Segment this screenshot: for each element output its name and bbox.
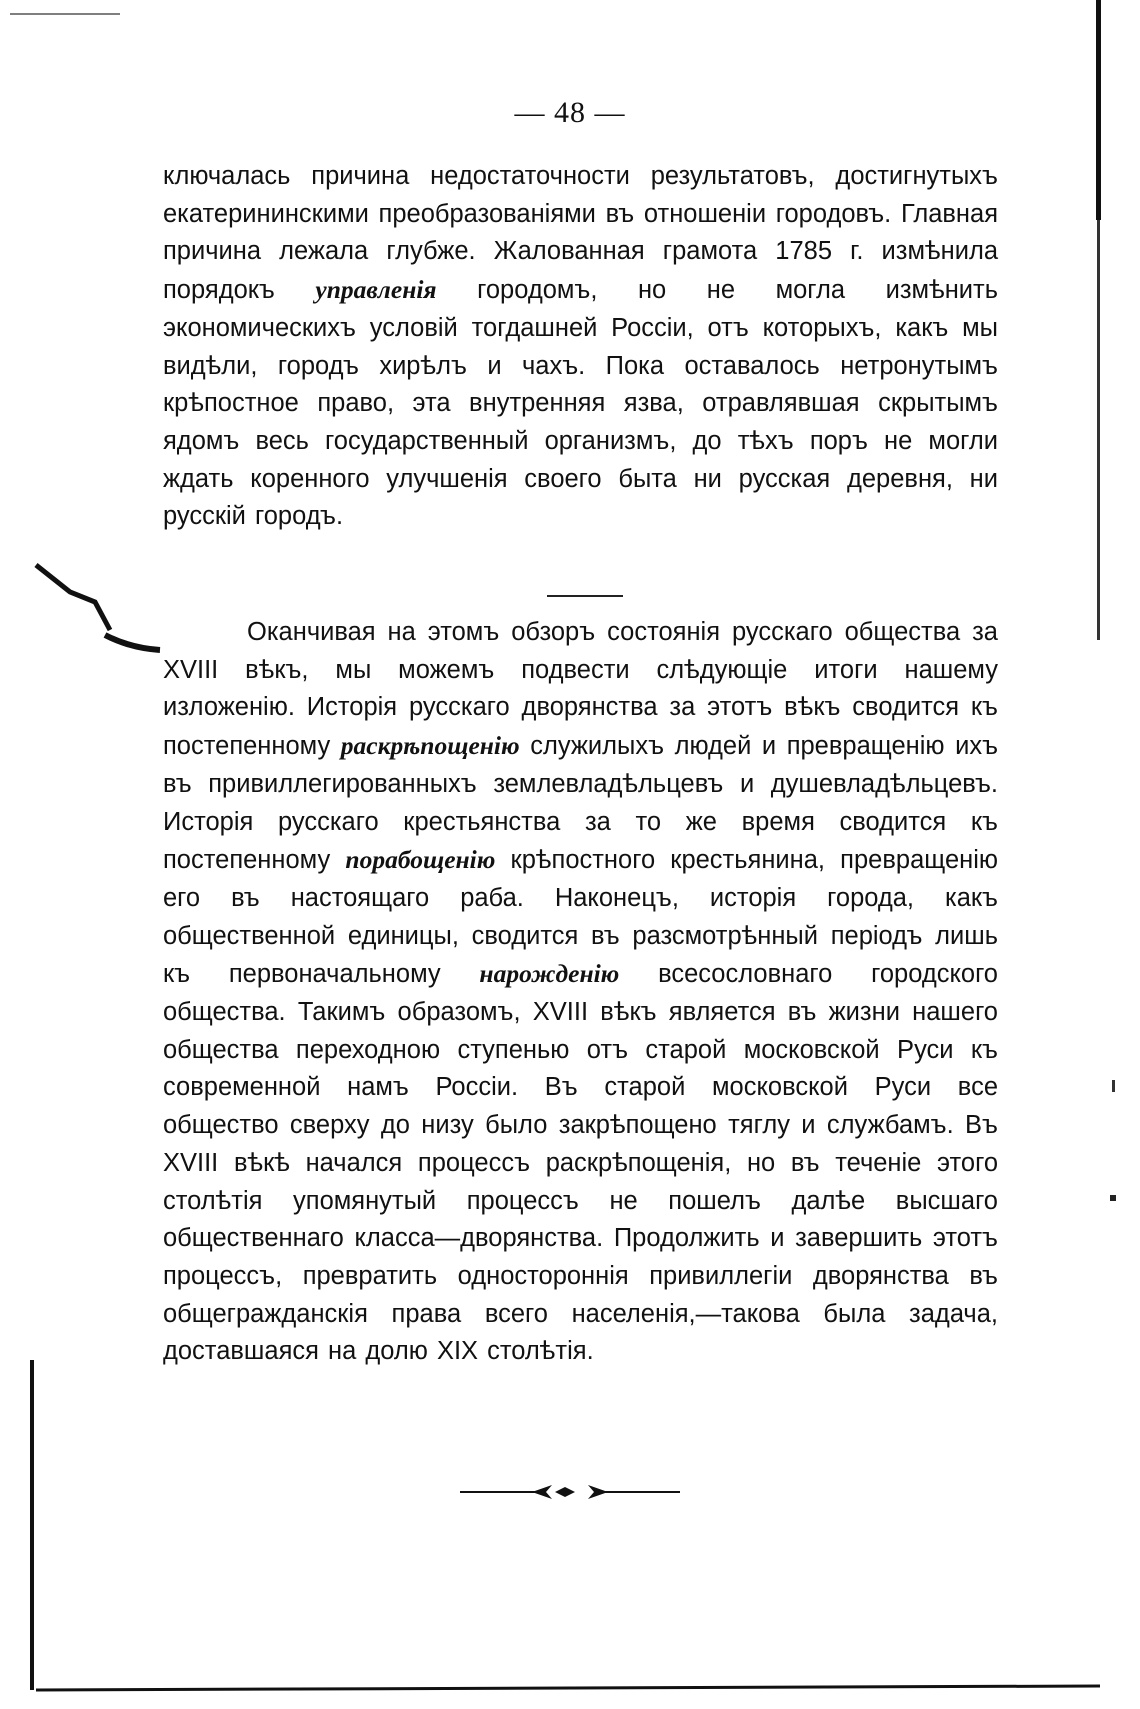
italic-term: нарожденію (479, 959, 620, 989)
body-paragraph: Оканчивая на этомъ обзоръ состоянія русскаго общества за XVIII вѣкъ, мы можемъ подвести слѣдующіе итоги нашему изложенію. Исторія русскаго дворянства за этотъ вѣкъ сводится къ постепенному раскрѣпощенію служилыхъ людей и превращенію ихъ въ привиллегированныхъ землевладѣльцевъ и душевладѣльцевъ. Исторія русскаго крестьянства за то же время сводится къ постепенному порабощенію крѣпостного крестьянина, превращенію его въ настоящаго раба. Наконецъ, исторія города, какъ общественной единицы, сводится въ разсмотрѣнный періодъ лишь къ первоначальному нарожденію всесословнаго городского общества. Такимъ образомъ, XVIII вѣкъ является въ жизни нашего общества переходною ступенью отъ старой московской Руси къ современной намъ Россіи. Въ старой московской Руси все общество сверху до низу было закрѣпощено тяглу и службамъ. Въ XVIII вѣкѣ начался процессъ раскрѣпощенія, но въ теченіе этого столѣтія упомянутый процессъ не пошелъ далѣе высшаго общественнаго класса—дворянства. Продолжить и завершить этотъ процессъ, превратить одностороннія привиллегіи дворянства въ общегражданскія права всего населенія,—такова была задача, доставшаяся на долю XIX столѣтія. (163, 618, 999, 1366)
section-divider (547, 595, 623, 597)
body-paragraph: ключалась причина недостаточности результатовъ, достигнутыхъ екатерининскими преобразованіями въ отношеніи городовъ. Главная причина лежала глубже. Жалованная грамота 1785 г. измѣнила порядокъ управленія городомъ, но не могла измѣнить экономическихъ условій тогдашней Россіи, отъ которыхъ, какъ мы видѣли, городъ хирѣлъ и чахъ. Пока оставалось нетронутымъ крѣпостное право, эта внутренняя язва, отравлявшая скрытымъ ядомъ весь государственный организмъ, до тѣхъ поръ не могли ждать коренного улучшенія своего быта ни русская деревня, ни русскій городъ. (163, 162, 998, 531)
italic-term: управленія (315, 275, 437, 305)
italic-term: раскрѣпощенію (340, 731, 520, 761)
italic-term: порабощенію (345, 845, 496, 875)
page-number: — 48 — (514, 96, 626, 129)
end-ornament (460, 1480, 680, 1504)
